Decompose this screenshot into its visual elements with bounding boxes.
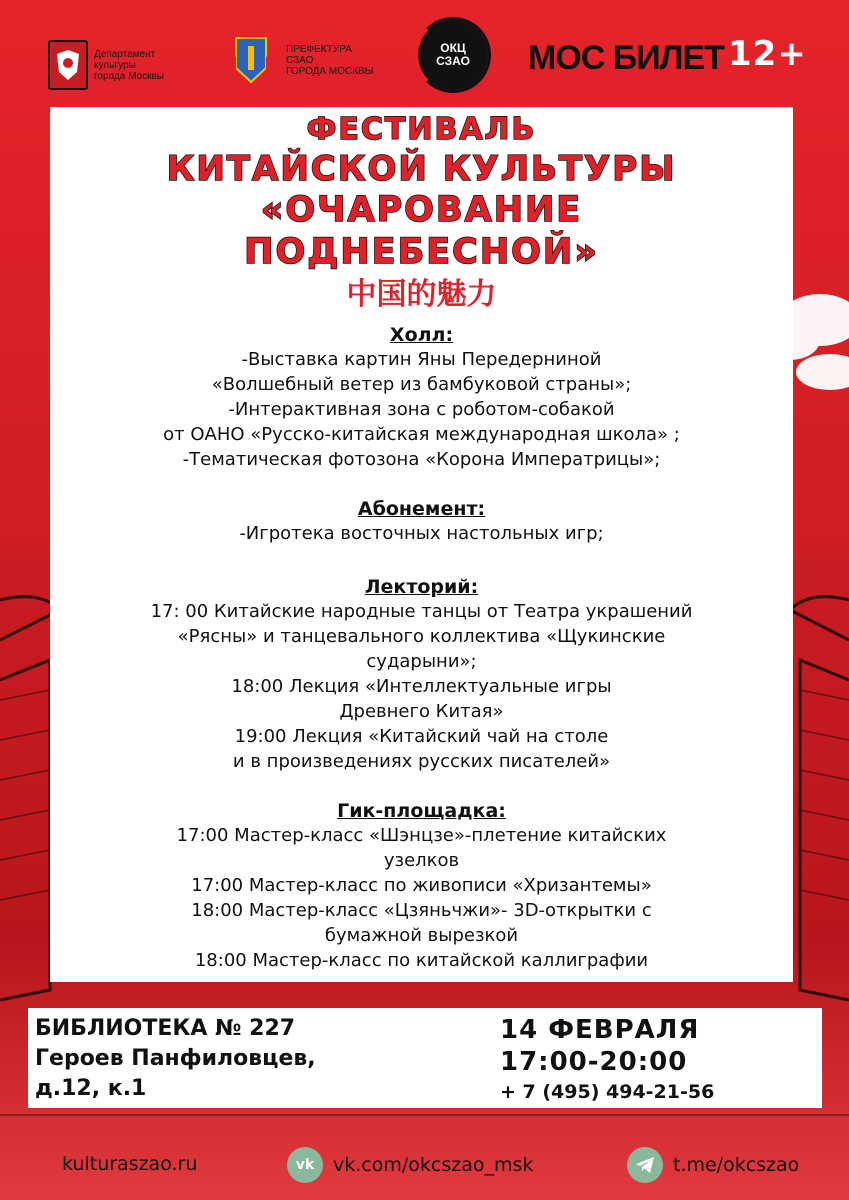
program-line: 18:00 Мастер-класс по китайской каллиграфии xyxy=(194,950,649,971)
section-holl xyxy=(50,323,793,472)
program-line: 19:00 Лекция «Китайский чай на столе xyxy=(234,726,609,747)
prefecture-text xyxy=(286,44,374,77)
telegram-link-text: t.me/okcszao xyxy=(673,1154,800,1176)
telegram-icon xyxy=(627,1147,663,1183)
program-line: 18:00 Мастер-класс «Цзяньчжи»- 3D-открытки с xyxy=(191,900,652,921)
section-heading: Гик-площадка: xyxy=(337,800,506,822)
section-lectory xyxy=(50,575,793,774)
program-line: 17: 00 Китайские народные танцы от Театра украшений xyxy=(150,601,693,622)
event-date: 14 ФЕВРАЛЯ xyxy=(500,1015,700,1045)
vk-icon: vk xyxy=(287,1147,323,1183)
program-line: Древнего Китая» xyxy=(339,701,504,722)
logo-text-line: культуры xyxy=(94,59,136,71)
header xyxy=(0,0,849,105)
okc-line: ОКЦ xyxy=(440,41,466,55)
venue-address: Героев Панфиловцев, xyxy=(35,1046,316,1071)
moscow-emblem-icon xyxy=(48,40,88,90)
program-line: -Выставка картин Яны Передерниной xyxy=(241,349,602,370)
venue-name: БИБЛИОТЕКА № 227 xyxy=(35,1016,296,1041)
program-line: -Тематическая фотозона «Корона Императрицы»; xyxy=(182,449,661,470)
venue-block xyxy=(35,1014,316,1104)
program-line: и в произведениях русских писателей» xyxy=(232,751,611,772)
chinese-title: 中国的魅力 xyxy=(346,277,497,312)
logo-text-line: СЗАО xyxy=(286,54,314,66)
moscow-culture-text xyxy=(94,49,164,82)
logo-text-line: ГОРОДА МОСКВЫ xyxy=(286,65,374,77)
program-line: «Волшебный ветер из бамбуковой страны»; xyxy=(211,374,632,395)
vk-link[interactable] xyxy=(287,1147,533,1183)
prefecture-emblem-icon xyxy=(222,32,280,88)
festival-title-line: «ОЧАРОВАНИЕ xyxy=(260,190,583,230)
footer xyxy=(0,1125,849,1200)
telegram-link[interactable] xyxy=(627,1147,799,1183)
prefecture-logo xyxy=(222,32,374,88)
program-panel xyxy=(50,107,793,982)
event-time: 17:00-20:00 xyxy=(500,1047,688,1077)
program-line: от ОАНО «Русско-китайская международная школа» ; xyxy=(163,424,680,445)
contact-phone[interactable]: + 7 (495) 494-21-56 xyxy=(500,1081,715,1103)
program-line: узелков xyxy=(383,850,460,871)
okc-line: СЗАО xyxy=(436,54,470,68)
festival-title-line: ПОДНЕБЕСНОЙ» xyxy=(244,232,599,272)
program-line: сударыни»; xyxy=(366,651,477,672)
venue-info-panel xyxy=(28,1008,822,1108)
program-line: 18:00 Лекция «Интеллектуальные игры xyxy=(231,676,612,697)
section-heading: Абонемент: xyxy=(357,498,486,520)
date-block xyxy=(500,1014,714,1106)
okc-szao-logo xyxy=(418,20,488,90)
section-geek xyxy=(50,799,793,973)
moscow-culture-logo xyxy=(48,40,164,90)
age-rating-badge: 12+ xyxy=(728,34,807,74)
okc-circle xyxy=(418,20,488,90)
logo-text-line: Департамент xyxy=(94,48,156,60)
festival-title-line: КИТАЙСКОЙ КУЛЬТУРЫ xyxy=(166,149,677,189)
vk-link-text: vk.com/okcszao_msk xyxy=(333,1154,534,1176)
program-line: -Интерактивная зона с роботом-собакой xyxy=(228,399,615,420)
venue-address: д.12, к.1 xyxy=(35,1076,147,1101)
festival-title-line: ФЕСТИВАЛЬ xyxy=(306,112,537,147)
program-line: -Игротека восточных настольных игр; xyxy=(239,523,604,544)
program-line: бумажной вырезкой xyxy=(324,925,519,946)
section-abonement xyxy=(50,497,793,546)
logo-text-line: ПРЕФЕКТУРА xyxy=(286,43,352,55)
logo-text-line: города Москвы xyxy=(94,70,164,82)
program-line: «Рясны» и танцевального коллектива «Щукинские xyxy=(177,626,666,647)
program-line: 17:00 Мастер-класс «Шэнцзе»-плетение китайских xyxy=(176,825,667,846)
mosbilet-logo: МОС БИЛЕТ xyxy=(528,39,724,77)
okc-ring xyxy=(415,17,491,93)
website-link[interactable]: kulturaszao.ru xyxy=(62,1153,198,1175)
section-heading: Лекторий: xyxy=(364,576,479,598)
program-line: 17:00 Мастер-класс по живописи «Хризантемы» xyxy=(191,875,652,896)
section-heading: Холл: xyxy=(389,324,454,346)
